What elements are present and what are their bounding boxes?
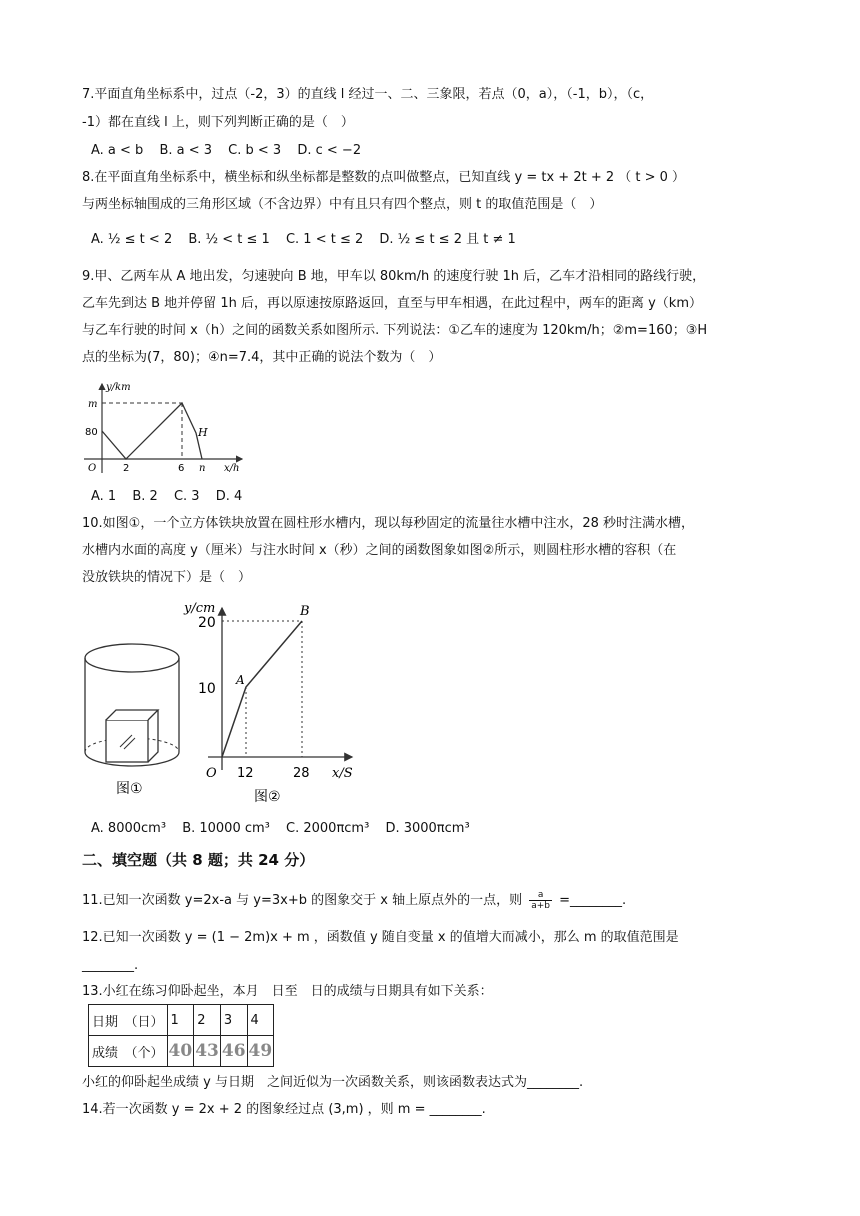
- cube-icon: [106, 710, 158, 762]
- q9-origin-label: O: [88, 463, 97, 474]
- table-row: [89, 1036, 274, 1067]
- q9-options: [91, 488, 254, 506]
- q10-20-label: 20: [198, 615, 216, 631]
- q11-fraction-numerator: a: [529, 890, 552, 901]
- q10-origin-label: O: [206, 766, 217, 781]
- score-cell: 49: [247, 1036, 274, 1067]
- q7-line-1: 7.平面直角坐标系中，过点（-2，3）的直线 l 经过一、二、三象限，若点（0，a），（-1，b），（c，: [82, 87, 654, 102]
- q11-fraction-denominator: a+b: [531, 901, 550, 911]
- q7-option-c: C. b < 3: [228, 143, 282, 158]
- q7-option-b: B. a < 3: [159, 143, 213, 158]
- q9-80-label: 80: [85, 427, 98, 438]
- q10-water-height-graph: [182, 600, 362, 810]
- q9-line-4: 点的坐标为(7，80)；④n=7.4，其中正确的说法个数为（ ）: [82, 350, 442, 365]
- q7-option-d: D. c < −2: [297, 143, 362, 158]
- q10-fig2-caption: 图②: [254, 789, 281, 805]
- q10-10-label: 10: [198, 681, 216, 697]
- q8-line-1: 8.在平面直角坐标系中，横坐标和纵坐标都是整数的点叫做整点，已知直线 y = tx + 2t + 2 （ t > 0 ）: [82, 170, 686, 185]
- q11-tail: =________.: [559, 893, 627, 908]
- q10-graph-line: [222, 621, 302, 757]
- q10-28-label: 28: [293, 766, 310, 781]
- score-row-header: 成绩 （个）: [89, 1036, 168, 1067]
- q11-fraction: [529, 890, 552, 911]
- date-cell: 2: [194, 1005, 221, 1036]
- q9-h-label: H: [198, 426, 208, 439]
- q13-score-table: [88, 1004, 274, 1067]
- q9-option-d: D. 4: [215, 489, 243, 504]
- date-cell: 1: [167, 1005, 194, 1036]
- q9-line-1: 9.甲、乙两车从 A 地出发，匀速驶向 B 地，甲车以 80km/h 的速度行驶 1h 后，乙车才沿相同的路线行驶，: [82, 269, 706, 284]
- q7-option-a: A. a < b: [91, 143, 144, 158]
- q10-option-d: D. 3000πcm³: [385, 821, 470, 836]
- q10-fig1-caption: 图①: [116, 781, 143, 797]
- q9-option-b: B. 2: [132, 489, 158, 504]
- q10-line-1: 10.如图①，一个立方体铁块放置在圆柱形水槽内，现以每秒固定的流量往水槽中注水，28 秒时注满水槽，: [82, 516, 695, 531]
- q9-m-label: m: [88, 399, 98, 410]
- score-cell: 40: [167, 1036, 194, 1067]
- q13-line-1: 13.小红在练习仰卧起坐，本月 日至 日的成绩与日期具有如下关系：: [82, 984, 493, 999]
- q9-2-label: 2: [123, 463, 130, 474]
- q9-graph-line: [102, 403, 202, 459]
- q10-a-label: A: [236, 673, 245, 687]
- q10-options: [91, 820, 482, 838]
- q10-x-label: x/S: [332, 766, 353, 781]
- q10-option-b: B. 10000 cm³: [182, 821, 270, 836]
- date-row-header: 日期 （日）: [89, 1005, 168, 1036]
- q14-line-1: 14.若一次函数 y = 2x + 2 的图象经过点 (3,m) ，则 m = ________.: [82, 1102, 486, 1117]
- q12-line-1: 12.已知一次函数 y = (1 − 2m)x + m ，函数值 y 随自变量 x 的值增大而减小，那么 m 的取值范围是: [82, 930, 679, 945]
- q9-6-label: 6: [178, 463, 185, 474]
- q8-option-b: B. ½ < t ≤ 1: [188, 232, 270, 247]
- q12-line-2: ________.: [82, 958, 139, 973]
- q10-option-c: C. 2000πcm³: [286, 821, 370, 836]
- q10-12-label: 12: [237, 766, 254, 781]
- score-cell: 43: [194, 1036, 221, 1067]
- date-cell: 3: [220, 1005, 247, 1036]
- q9-option-c: C. 3: [173, 489, 200, 504]
- table-row: [89, 1005, 274, 1036]
- q10-y-label: y/cm: [184, 601, 216, 616]
- q8-option-c: C. 1 < t ≤ 2: [285, 232, 364, 247]
- q8-option-d: D. ½ ≤ t ≤ 2 且 t ≠ 1: [379, 232, 516, 247]
- q8-option-a: A. ½ ≤ t < 2: [91, 232, 173, 247]
- q9-n-label: n: [199, 463, 206, 474]
- q9-x-label: x/h: [224, 463, 240, 474]
- q9-y-label: y/km: [106, 382, 131, 393]
- q8-line-2: 与两坐标轴围成的三角形区域（不含边界）中有且只有四个整点，则 t 的取值范围是（ ）: [82, 197, 603, 212]
- score-cell: 46: [220, 1036, 247, 1067]
- q10-cylinder-figure: [78, 628, 188, 803]
- q10-b-label: B: [300, 604, 310, 619]
- q9-line-2: 乙车先到达 B 地并停留 1h 后，再以原速按原路返回，直至与甲车相遇，在此过程中，两车的距离 y（km）: [82, 296, 702, 311]
- q13-line-2: 小红的仰卧起坐成绩 y 与日期 之间近似为一次函数关系，则该函数表达式为________.: [82, 1075, 584, 1090]
- q9-line-3: 与乙车行驶的时间 x（h）之间的函数关系如图所示. 下列说法：①乙车的速度为 120km/h；②m=160；③H: [82, 323, 708, 338]
- q11-line: [82, 890, 626, 911]
- q9-distance-graph: [82, 378, 252, 476]
- q10-line-2: 水槽内水面的高度 y（厘米）与注水时间 x（秒）之间的函数图象如图②所示，则圆柱形水槽的容积（在: [82, 543, 677, 558]
- q9-option-a: A. 1: [91, 489, 117, 504]
- q10-option-a: A. 8000cm³: [91, 821, 167, 836]
- section-2-heading: 二、填空题（共 8 题；共 24 分）: [82, 851, 315, 869]
- date-cell: 4: [247, 1005, 274, 1036]
- q7-options: [91, 142, 373, 160]
- q10-line-3: 没放铁块的情况下）是（ ）: [82, 570, 252, 585]
- q8-options: [91, 231, 528, 249]
- q11-text: 11.已知一次函数 y=2x-a 与 y=3x+b 的图象交于 x 轴上原点外的一点，则: [82, 893, 523, 908]
- q7-line-2: -1）都在直线 l 上，则下列判断正确的是（ ）: [82, 115, 354, 130]
